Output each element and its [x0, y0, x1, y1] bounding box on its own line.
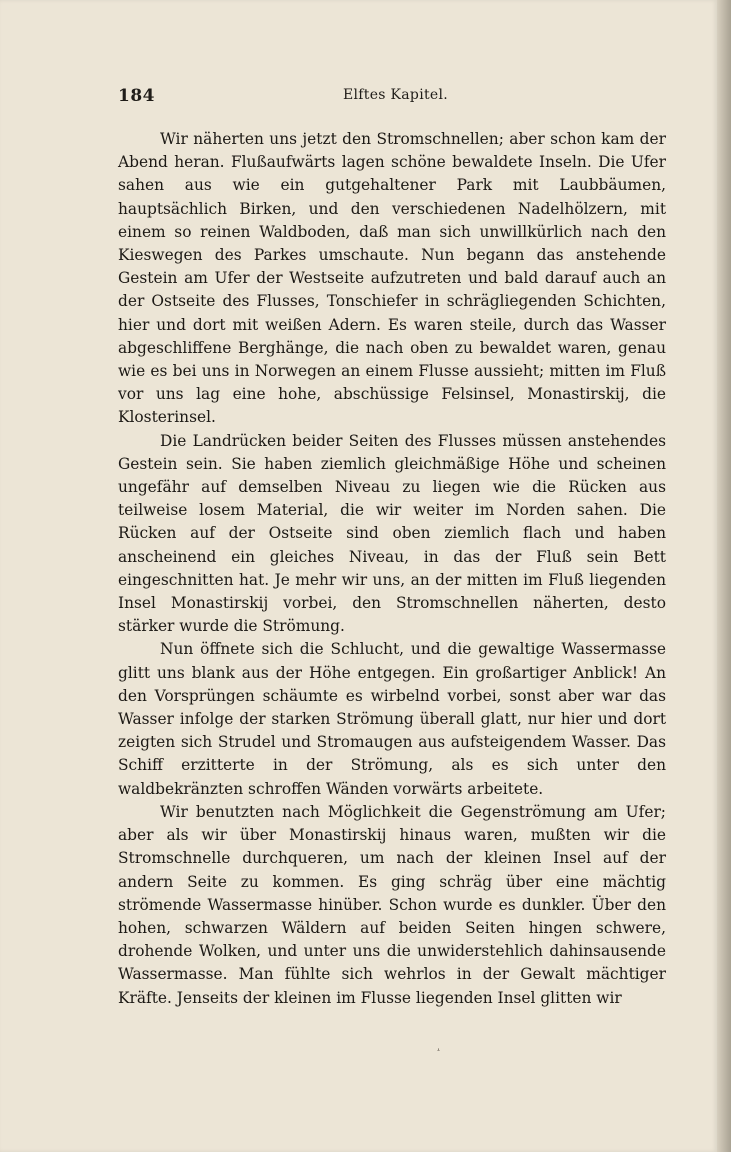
running-title: Elftes Kapitel. — [343, 87, 449, 103]
body-text — [118, 128, 666, 1010]
paragraph-2: Die Landrücken beider Seiten des Flusses müssen anstehendes Gestein sein. Sie haben ziemlich gleichmäßige Höhe und scheinen ungefähr auf demselben Niveau zu liegen wie die Rücken aus teilweise losem Material, die wir weiter im Norden sahen. Die Rücken auf der Ostseite sind oben ziemlich flach und haben anscheinend ein gleiches Niveau, in das der Fluß sein Bett eingeschnitten hat. Je mehr wir uns, an der mitten im Fluß liegenden Insel Monastirskij vorbei, den Stromschnellen näherten, desto stärker wurde die Strömung. — [118, 431, 666, 636]
printer-mark: ˔ — [436, 1045, 441, 1056]
paragraph-3: Nun öffnete sich die Schlucht, und die gewaltige Wassermasse glitt uns blank aus der Höhe entgegen. Ein großartiger Anblick! An den Vorsprüngen schäumte es wirbelnd vorbei, sonst aber war das Wasser infolge der starken Strömung überall glatt, nur hier und dort zeigten sich Strudel und Stromaugen aus aufsteigendem Wasser. Das Schiff erzitterte in der Strömung, als es sich unter den waldbekränzten schroffen Wänden vorwärts arbeitete. — [118, 640, 666, 798]
page-number: 184 — [118, 86, 155, 106]
paragraph-1: Wir näherten uns jetzt den Stromschnellen; aber schon kam der Abend heran. Flußaufwärts lagen schöne bewaldete Inseln. Die Ufer sahen aus wie ein gutgehaltener Park mit Laubbäumen, hauptsächlich Birken, und den verschiedenen Nadelhölzern, mit einem so reinen Waldboden, daß man sich unwillkürlich nach den Kieswegen des Parkes umschaute. Nun begann das anstehende Gestein am Ufer der Westseite aufzutreten und bald darauf auch an der Ostseite des Flusses, Tonschiefer in schrägliegenden Schichten, hier und dort mit weißen Adern. Es waren steile, durch das Wasser abgeschliffene Berghänge, die nach oben zu bewaldet waren, genau wie es bei uns in Norwegen an einem Flusse aussieht; mitten im Fluß vor uns lag eine hohe, abschüssige Felsinsel, Monastirskij, die Klosterinsel. — [118, 130, 666, 427]
page-header — [118, 86, 666, 112]
page-edge — [717, 0, 731, 1152]
paragraph-4: Wir benutzten nach Möglichkeit die Gegenströmung am Ufer; aber als wir über Monastirskij hinaus waren, mußten wir die Stromschnelle durchqueren, um nach der kleinen Insel auf der andern Seite zu kommen. Es ging schräg über eine mächtig strömende Wassermasse hinüber. Schon wurde es dunkler. Über den hohen, schwarzen Wäldern auf beiden Seiten hingen schwere, drohende Wolken, und unter uns die unwiderstehlich dahinsausende Wassermasse. Man fühlte sich wehrlos in der Gewalt mächtiger Kräfte. Jenseits der kleinen im Flusse liegenden Insel glitten wir — [118, 802, 666, 1007]
